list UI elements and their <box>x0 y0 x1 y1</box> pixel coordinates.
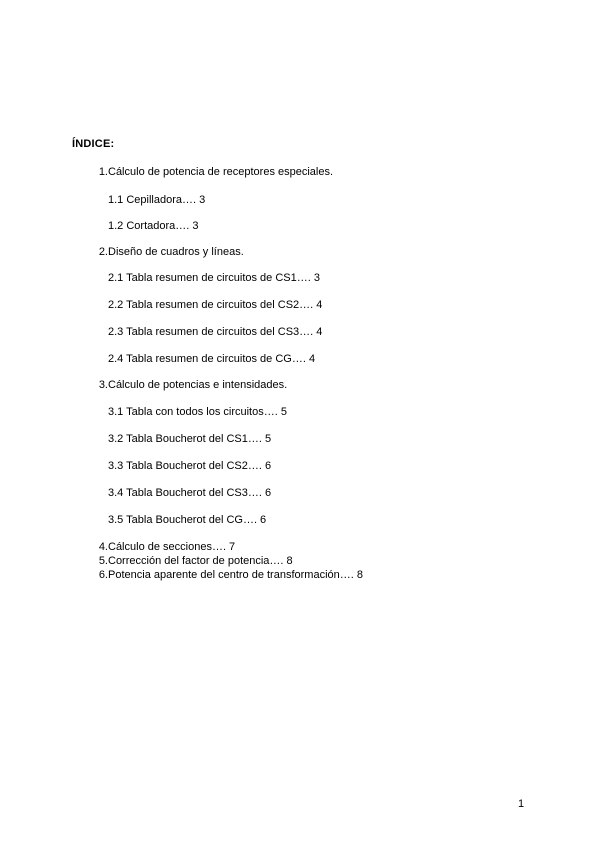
toc-item-3-1: 3.1 Tabla con todos los circuitos…. 5 <box>108 406 287 418</box>
toc-heading: ÍNDICE: <box>72 138 115 150</box>
toc-section-number: 5. <box>98 555 108 567</box>
toc-section-title: Cálculo de potencias e intensidades. <box>108 379 288 391</box>
toc-item-3-2: 3.2 Tabla Boucherot del CS1…. 5 <box>108 433 272 445</box>
page-number: 1 <box>518 798 525 810</box>
toc-section-title: Cálculo de secciones…. 7 <box>108 541 236 553</box>
toc-section-number: 3. <box>98 379 108 391</box>
toc-section-number: 2. <box>98 246 108 258</box>
toc-section-number: 4. <box>98 541 108 553</box>
toc-item-3-5: 3.5 Tabla Boucherot del CG…. 6 <box>108 514 267 526</box>
toc-section-title: Corrección del factor de potencia…. 8 <box>108 555 293 567</box>
toc-item-2-1: 2.1 Tabla resumen de circuitos de CS1…. 3 <box>108 272 320 284</box>
toc-item-1-2: 1.2 Cortadora…. 3 <box>108 220 199 232</box>
toc-item-3-4: 3.4 Tabla Boucherot del CS3…. 6 <box>108 487 272 499</box>
toc-section-title: Diseño de cuadros y líneas. <box>108 246 244 258</box>
toc-section-number: 1. <box>98 166 108 178</box>
toc-item-3-3: 3.3 Tabla Boucherot del CS2…. 6 <box>108 460 272 472</box>
toc-section-title: Potencia aparente del centro de transformación…. 8 <box>108 569 363 581</box>
toc-section-title: Cálculo de potencia de receptores especiales. <box>108 166 334 178</box>
toc-section-number: 6. <box>98 569 108 581</box>
toc-item-1-1: 1.1 Cepilladora…. 3 <box>108 194 206 206</box>
toc-item-2-3: 2.3 Tabla resumen de circuitos del CS3…. 4 <box>108 326 323 338</box>
toc-item-2-4: 2.4 Tabla resumen de circuitos de CG…. 4 <box>108 353 316 365</box>
toc-item-2-2: 2.2 Tabla resumen de circuitos del CS2…. 4 <box>108 299 323 311</box>
